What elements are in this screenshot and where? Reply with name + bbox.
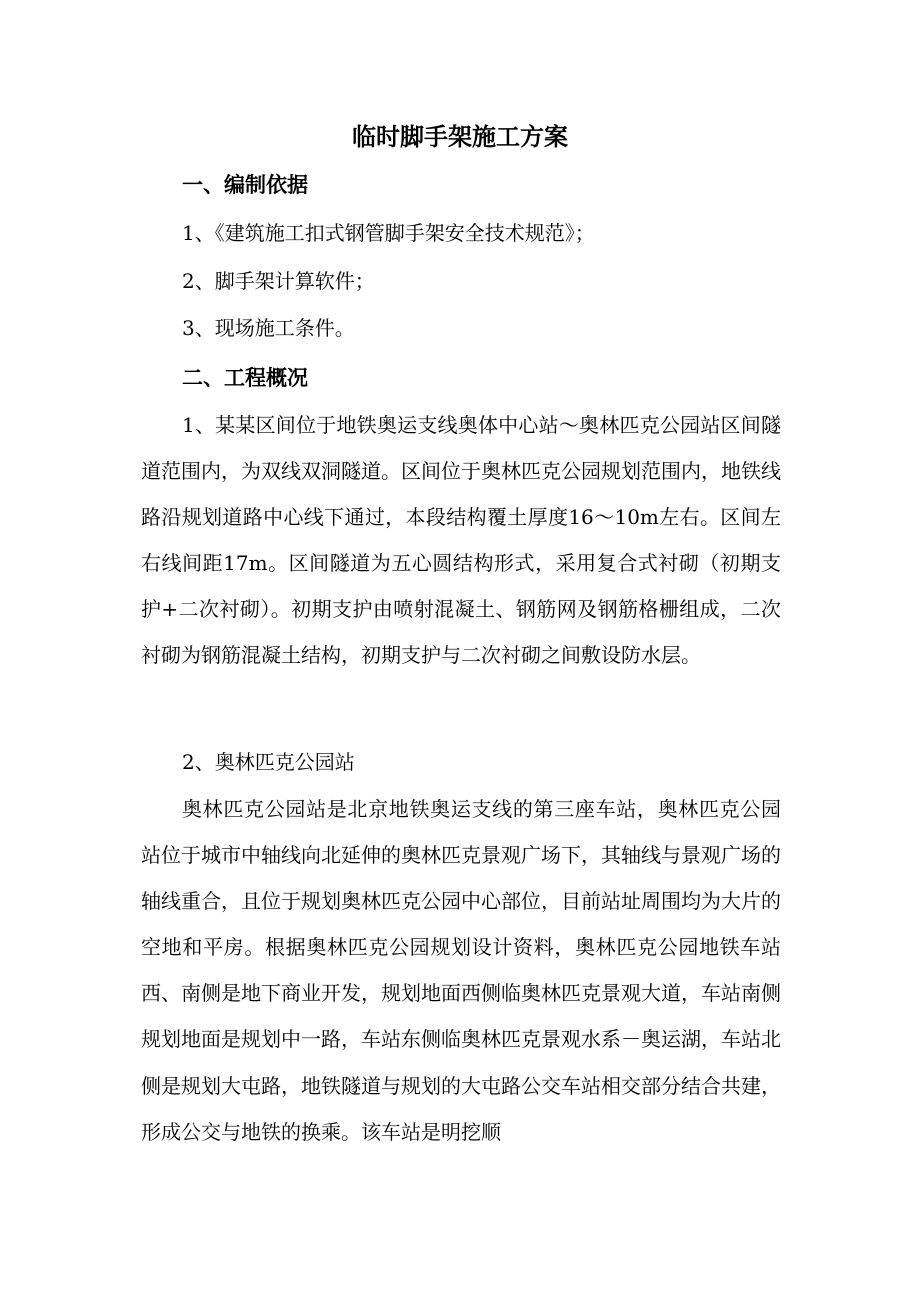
overview-paragraph-1: 1、某某区间位于地铁奥运支线奥体中心站～奥林匹克公园站区间隧道范围内，为双线双洞隧道。区间位于奥林匹克公园规划范围内，地铁线路沿规划道路中心线下通过，本段结构覆土厚度16～10m左右。区间左右线间距17m。区间隧道为五心圆结构形式，采用复合式衬砌（初期支护+二次衬砌）。初期支护由喷射混凝土、钢筋网及钢筋格栅组成，二次衬砌为钢筋混凝土结构，初期支护与二次衬砌之间敷设防水层。 xyxy=(141,413,781,668)
basis-item-2: 2、脚手架计算软件； xyxy=(182,269,375,293)
overview-paragraph-2: 奥林匹克公园站是北京地铁奥运支线的第三座车站，奥林匹克公园站位于城市中轴线向北延伸的奥林匹克景观广场下，其轴线与景观广场的轴线重合，且位于规划奥林匹克公园中心部位，目前站址周围均为大片的空地和平房。根据奥林匹克公园规划设计资料，奥林匹克公园地铁车站西、南侧是地下商业开发，规划地面西侧临奥林匹克景观大道，车站南侧规划地面是规划中一路，车站东侧临奥林匹克景观水系－奥运湖，车站北侧是规划大屯路，地铁隧道与规划的大屯路公交车站相交部分结合共建，形成公交与地铁的换乘。该车站是明挖顺 xyxy=(141,797,781,1144)
section-heading-basis: 一、编制依据 xyxy=(182,172,308,197)
basis-item-1: 1、《建筑施工扣式钢管脚手架安全技术规范》； xyxy=(182,221,595,245)
document-title: 临时脚手架施工方案 xyxy=(352,122,568,151)
basis-item-3: 3、现场施工条件。 xyxy=(182,316,355,340)
section-heading-overview: 二、工程概况 xyxy=(182,365,308,390)
overview-subheading-station: 2、奥林匹克公园站 xyxy=(182,750,355,774)
